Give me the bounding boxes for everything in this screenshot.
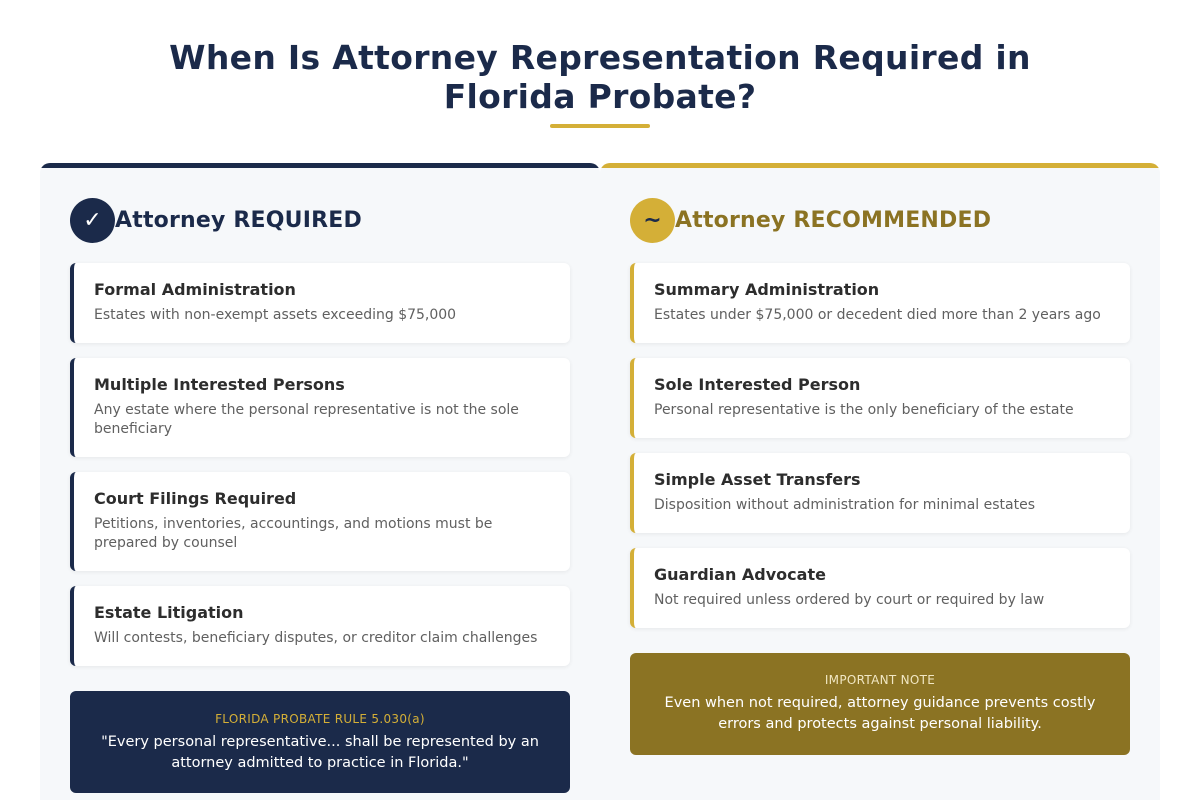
card-title: Multiple Interested Persons xyxy=(94,375,345,394)
card-title: Simple Asset Transfers xyxy=(654,470,861,489)
card-description: Petitions, inventories, accountings, and motions must be prepared by counsel xyxy=(94,516,493,551)
card-title: Guardian Advocate xyxy=(654,565,826,584)
card-description: Estates under $75,000 or decedent died more than 2 years ago xyxy=(654,307,1101,323)
recommended-card-sole-interested-person xyxy=(630,358,1130,438)
card-description: Not required unless ordered by court or required by law xyxy=(654,592,1045,608)
recommended-column-accent-bar xyxy=(600,163,1160,168)
note-label: IMPORTANT NOTE xyxy=(824,673,936,687)
required-heading: Attorney REQUIRED xyxy=(115,208,362,233)
recommended-card-guardian-advocate xyxy=(630,548,1130,628)
card-title: Formal Administration xyxy=(94,280,296,299)
check-icon: ✓ xyxy=(70,198,115,243)
card-description: Personal representative is the only beneficiary of the estate xyxy=(654,402,1074,418)
title-underline xyxy=(550,124,650,128)
card-title: Summary Administration xyxy=(654,280,880,299)
card-title: Estate Litigation xyxy=(94,603,244,622)
recommended-header xyxy=(630,198,991,243)
important-note xyxy=(630,653,1130,755)
recommended-heading: Attorney RECOMMENDED xyxy=(675,208,992,233)
required-card-court-filings xyxy=(70,472,570,571)
quote-label: FLORIDA PROBATE RULE 5.030(a) xyxy=(215,712,425,726)
recommended-card-summary-administration xyxy=(630,263,1130,343)
card-description: Any estate where the personal representative is not the sole beneficiary xyxy=(94,402,519,437)
required-column-accent-bar xyxy=(40,163,600,168)
page-title: When Is Attorney Representation Required in Florida Probate? xyxy=(169,38,1031,116)
probate-rule-quote xyxy=(70,691,570,793)
note-text: Even when not required, attorney guidance prevents costly errors and protects against personal liability. xyxy=(664,695,1096,732)
required-header xyxy=(70,198,362,243)
card-title: Court Filings Required xyxy=(94,489,297,508)
card-description: Disposition without administration for minimal estates xyxy=(654,497,1036,513)
tilde-icon: ~ xyxy=(630,198,675,243)
required-card-formal-administration xyxy=(70,263,570,343)
card-title: Sole Interested Person xyxy=(654,375,861,394)
card-description: Will contests, beneficiary disputes, or creditor claim challenges xyxy=(94,630,538,646)
recommended-column xyxy=(600,163,1160,800)
required-card-estate-litigation xyxy=(70,586,570,666)
recommended-card-simple-asset-transfers xyxy=(630,453,1130,533)
required-column xyxy=(40,163,600,800)
card-description: Estates with non-exempt assets exceeding $75,000 xyxy=(94,307,457,323)
required-card-multiple-interested-persons xyxy=(70,358,570,457)
quote-text: "Every personal representative... shall be represented by an attorney admitted to practice in Florida." xyxy=(101,734,539,771)
